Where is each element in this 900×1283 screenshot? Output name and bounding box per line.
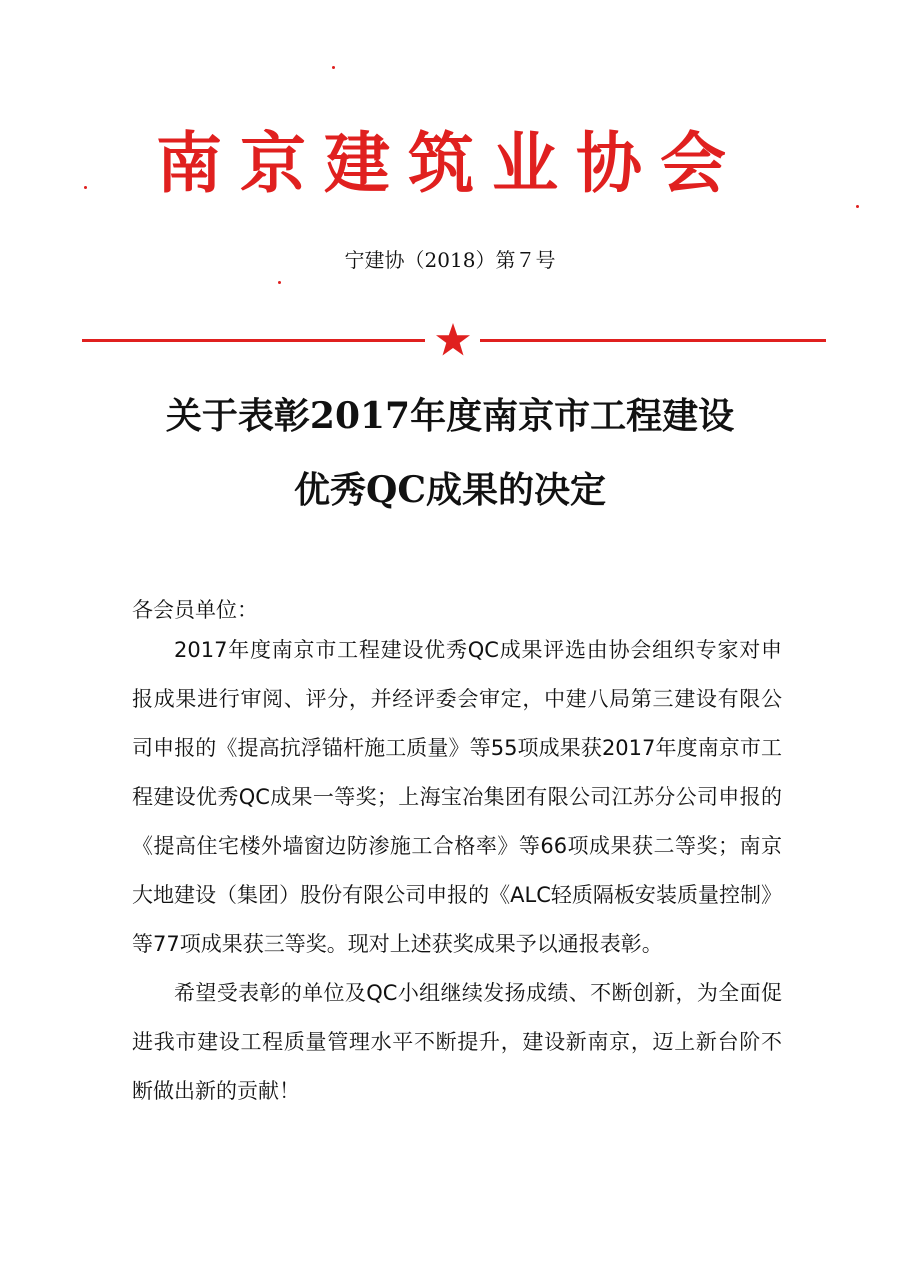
document-title-line-1: 关于表彰2017年度南京市工程建设: [165, 395, 735, 437]
scan-speck: [278, 281, 281, 284]
body-paragraph-1: 2017年度南京市工程建设优秀QC成果评选由协会组织专家对申报成果进行审阅、评分，并经评委会审定，中建八局第三建设有限公司申报的《提高抗浮锚杆施工质量》等55项成果获2017年度南京市工程建设优秀QC成果一等奖；上海宝冶集团有限公司江苏分公司申报的《提高住宅楼外墙窗边防渗施工合格率》等66项成果获二等奖；南京大地建设（集团）股份有限公司申报的《ALC轻质隔板安装质量控制》等77项成果获三等奖。现对上述获奖成果予以通报表彰。: [132, 638, 782, 956]
body-paragraph-2: 希望受表彰的单位及QC小组继续发扬成绩、不断创新，为全面促进我市建设工程质量管理水平不断提升，建设新南京，迈上新台阶不断做出新的贡献！: [132, 981, 782, 1103]
divider-line-right: [480, 339, 826, 342]
star-shape: [436, 323, 470, 356]
document-title-line-2: 优秀QC成果的决定: [293, 469, 606, 511]
header-divider: [82, 316, 826, 366]
scan-speck: [332, 66, 335, 69]
scan-speck: [84, 186, 87, 189]
scan-speck: [856, 205, 859, 208]
star-icon: [435, 322, 471, 358]
divider-line-left: [82, 339, 425, 342]
salutation: 各会员单位：: [132, 598, 258, 622]
organization-letterhead: 南京建筑业协会: [156, 124, 744, 202]
document-number: 宁建协（2018）第７号: [344, 248, 556, 272]
